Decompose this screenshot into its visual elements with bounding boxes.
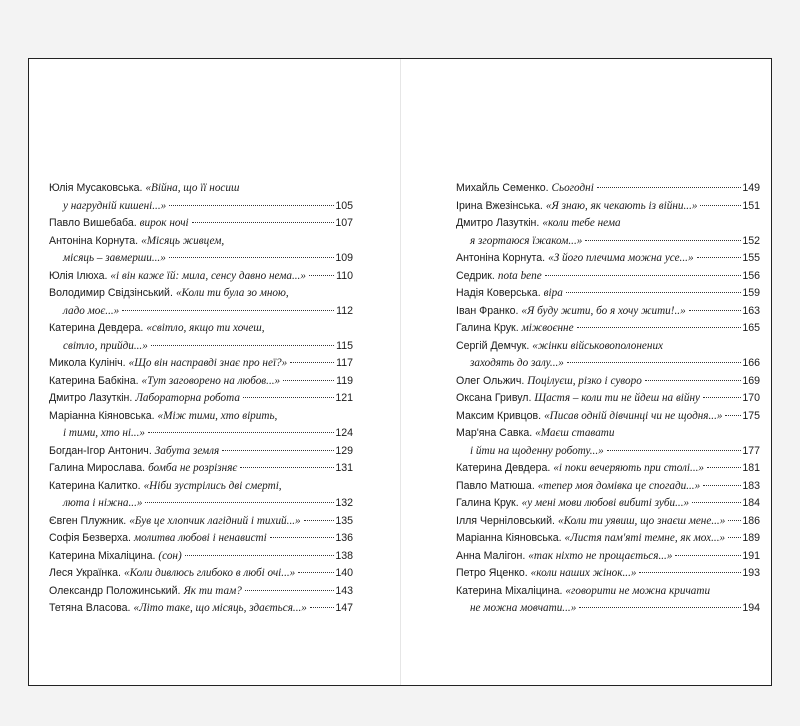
toc-page-number: 184 (742, 497, 760, 509)
toc-author: Анна Малігон. (456, 549, 526, 562)
toc-entry-line (49, 548, 353, 566)
toc-entry-line-continued (49, 303, 353, 321)
toc-entry-line (456, 180, 760, 198)
toc-entry-line (49, 583, 353, 601)
toc-leader-dots (597, 186, 741, 188)
toc-page-number: 166 (742, 357, 760, 369)
toc-leader-dots (545, 274, 741, 276)
toc-leader-dots (567, 361, 741, 363)
toc-page-number: 129 (335, 444, 353, 457)
toc-entry-line (456, 408, 760, 426)
toc-entry-line (456, 320, 760, 338)
toc-author: Павло Вишебаба. (49, 217, 137, 229)
toc-author: Максим Кривцов. (456, 409, 542, 422)
toc-title: «світло, якщо ти хочеш, (146, 322, 265, 334)
toc-leader-dots (192, 221, 334, 223)
toc-entry (49, 408, 353, 443)
toc-entry-line (49, 408, 353, 426)
toc-page-number: 165 (742, 322, 760, 334)
toc-leader-dots (169, 256, 334, 258)
toc-leader-dots (151, 344, 334, 346)
toc-title: Щастя – коли ти не йдеш на війну (534, 392, 701, 404)
toc-author: Володимир Свідзінський. (49, 287, 173, 299)
toc-author: Ілля Черніловський. (456, 514, 555, 527)
toc-title: «Ніби зустрілись дві смерті, (143, 479, 282, 492)
toc-title: «жінки військовополонених (532, 339, 664, 352)
toc-leader-dots (169, 204, 334, 206)
toc-author: Ірина Вжезінська. (456, 199, 543, 212)
toc-entry-line-continued (49, 425, 353, 443)
toc-leader-dots (122, 309, 334, 311)
toc-entry (456, 583, 760, 618)
toc-leader-dots (245, 589, 334, 591)
toc-page-number: 191 (742, 549, 760, 562)
toc-page-number: 143 (335, 584, 353, 597)
toc-entry-line-continued (456, 355, 760, 373)
toc-title: бомба не розрізняє (148, 462, 238, 474)
toc-entry (49, 460, 353, 478)
toc-title: «і поки вечеряють при столі...» (553, 462, 705, 474)
toc-entry (49, 320, 353, 355)
toc-title: «Тут заговорено на любов...» (141, 374, 281, 387)
toc-entry-line-continued (49, 495, 353, 513)
toc-entry (49, 513, 353, 531)
toc-entry (456, 513, 760, 531)
toc-title: «Війна, що її носиш (145, 182, 240, 194)
toc-author: Михайль Семенко. (456, 182, 549, 194)
toc-entry-line (49, 390, 353, 408)
toc-entry (49, 215, 353, 233)
toc-author: Антоніна Корнута. (49, 234, 139, 247)
toc-page-number: 183 (742, 479, 760, 492)
toc-author: Катерина Девдера. (49, 322, 144, 334)
toc-entry-line (49, 460, 353, 478)
toc-author: Леся Українка. (49, 567, 121, 579)
toc-page-number: 112 (336, 304, 353, 317)
toc-title: «говорити не можна кричати (565, 584, 711, 597)
toc-title: Поцілуєш, різко і суворо (527, 374, 642, 387)
toc-entry (49, 285, 353, 320)
toc-entry (456, 320, 760, 338)
toc-entry (456, 285, 760, 303)
toc-entry (49, 373, 353, 391)
toc-page-number: 193 (742, 567, 760, 579)
toc-entry-line (49, 373, 353, 391)
toc-author: Катерина Бабкіна. (49, 374, 139, 387)
toc-entry-line-continued (49, 250, 353, 268)
toc-page-number: 156 (742, 269, 760, 282)
toc-entry-line (456, 565, 760, 583)
toc-entry-line (49, 530, 353, 548)
toc-title: «Був це хлопчик лагідний і тихий...» (129, 514, 301, 527)
toc-title: молитва любові і ненависті (133, 532, 267, 544)
toc-author: Тетяна Власова. (49, 602, 131, 614)
toc-author: Петро Яценко. (456, 567, 528, 579)
toc-author: Мар'яна Савка. (456, 427, 533, 439)
toc-author: Галина Мирослава. (49, 462, 146, 474)
toc-title: «коли наших жінок...» (530, 567, 637, 579)
toc-title: (сон) (158, 549, 182, 562)
toc-entry-line (456, 215, 760, 233)
toc-entry-line (456, 338, 760, 356)
toc-page-number: 159 (742, 287, 760, 299)
toc-entry (456, 180, 760, 198)
toc-entry (456, 565, 760, 583)
toc-entry (456, 373, 760, 391)
toc-title: «Коли дивлюсь глибоко в любі очі...» (124, 567, 296, 579)
toc-entry (456, 268, 760, 286)
toc-entry (456, 495, 760, 513)
toc-author: Іван Франко. (456, 304, 519, 317)
toc-leader-dots (728, 536, 741, 538)
toc-title: «коли тебе нема (542, 217, 621, 229)
toc-title: віра (543, 287, 563, 299)
toc-entry (456, 460, 760, 478)
toc-leader-dots (240, 466, 334, 468)
toc-title: міжвоєнне (521, 322, 574, 334)
toc-entry (49, 390, 353, 408)
toc-author: Маріанна Кіяновська. (456, 532, 562, 544)
toc-entry-line-continued (456, 233, 760, 251)
toc-leader-dots (310, 606, 334, 608)
toc-entry (49, 530, 353, 548)
toc-leader-dots (725, 414, 741, 416)
toc-author: Софія Безверха. (49, 532, 131, 544)
toc-entry (49, 600, 353, 618)
toc-leader-dots (270, 536, 334, 538)
toc-leader-dots (298, 571, 334, 573)
toc-entry-line (456, 460, 760, 478)
toc-title-continued: у нагрудній кишені...» (63, 199, 167, 212)
toc-leader-dots (579, 606, 741, 608)
toc-entry-line (49, 233, 353, 251)
toc-leader-dots (689, 309, 741, 311)
toc-author: Олександр Положинський. (49, 584, 181, 597)
toc-title-continued: не можна мовчати...» (470, 602, 577, 614)
toc-entry (49, 355, 353, 373)
toc-entry-line (456, 583, 760, 601)
toc-page-number: 132 (335, 497, 353, 509)
toc-entry-line-continued (456, 443, 760, 461)
toc-page-number: 110 (336, 269, 353, 282)
toc-author: Оксана Гривул. (456, 392, 532, 404)
toc-leader-dots (645, 379, 741, 381)
toc-title: «у мені мови любові вибиті зуби...» (521, 497, 690, 509)
toc-entry-line (456, 250, 760, 268)
toc-entry (456, 408, 760, 426)
toc-page-number: 115 (336, 339, 353, 352)
toc-author: Микола Кулініч. (49, 357, 126, 369)
toc-leader-dots (639, 571, 741, 573)
toc-page-number: 151 (742, 199, 760, 212)
toc-page-number: 169 (742, 374, 760, 387)
toc-entry-line-continued (49, 198, 353, 216)
toc-title: вирок ночі (139, 217, 189, 229)
toc-title: «і він каже їй: мила, сенсу давно нема...» (110, 269, 306, 282)
toc-author: Юлія Ілюха. (49, 269, 108, 282)
toc-entry-line (49, 600, 353, 618)
toc-title: «Писав одній дівчинці чи не щодня...» (544, 409, 723, 422)
toc-author: Антоніна Корнута. (456, 252, 546, 264)
contents-left-page (49, 180, 353, 618)
toc-title: nota bene (497, 269, 542, 282)
toc-page-number: 170 (742, 392, 760, 404)
toc-entry-line (49, 355, 353, 373)
toc-title-continued: люта і ніжна...» (63, 497, 143, 509)
toc-entry (456, 425, 760, 460)
toc-entry-line (49, 565, 353, 583)
toc-author: Дмитро Лазуткін. (456, 217, 540, 229)
toc-page-number: 163 (742, 304, 760, 317)
toc-author: Сергій Демчук. (456, 339, 530, 352)
toc-title: «Листя пам'яті темне, як мох...» (564, 532, 726, 544)
toc-author: Катерина Міхаліцина. (456, 584, 563, 597)
toc-title: «Маєш ставати (535, 427, 615, 439)
toc-author: Богдан-Ігор Антонич. (49, 444, 152, 457)
toc-entry-line (49, 268, 353, 286)
toc-page-number: 117 (336, 357, 353, 369)
toc-leader-dots (703, 484, 741, 486)
toc-leader-dots (577, 326, 741, 328)
toc-author: Юлія Мусаковська. (49, 182, 143, 194)
toc-page-number: 135 (335, 514, 353, 527)
toc-author: Катерина Міхаліцина. (49, 549, 156, 562)
toc-title: «тепер моя домівка це спогади...» (537, 479, 701, 492)
toc-page-number: 109 (335, 252, 353, 264)
page-fold (400, 59, 401, 685)
toc-entry (456, 250, 760, 268)
toc-page-number: 107 (335, 217, 353, 229)
toc-page-number: 175 (742, 409, 760, 422)
toc-page-number: 152 (742, 234, 760, 247)
book-spread (28, 58, 772, 686)
toc-entry (49, 565, 353, 583)
toc-page-number: 121 (335, 392, 353, 404)
toc-entry-line (456, 495, 760, 513)
toc-leader-dots (692, 501, 741, 503)
toc-entry (456, 478, 760, 496)
toc-entry (456, 198, 760, 216)
toc-title: Лабораторна робота (135, 392, 240, 404)
toc-page-number: 140 (335, 567, 353, 579)
toc-title-continued: ладо моє...» (63, 304, 120, 317)
toc-author: Олег Ольжич. (456, 374, 525, 387)
toc-author: Катерина Девдера. (456, 462, 551, 474)
toc-entry-line (456, 285, 760, 303)
toc-title: «Коли ти була зо мною, (175, 287, 289, 299)
toc-entry (456, 215, 760, 250)
toc-entry (456, 303, 760, 321)
toc-leader-dots (707, 466, 741, 468)
toc-author: Галина Крук. (456, 497, 519, 509)
toc-page-number: 186 (742, 514, 760, 527)
toc-title: «Що він насправді знає про неї?» (128, 357, 288, 369)
toc-page-number: 189 (742, 532, 760, 544)
toc-title-continued: і тими, хто ні...» (63, 427, 145, 439)
toc-leader-dots (309, 274, 334, 276)
toc-entry-line (456, 530, 760, 548)
toc-entry-line (49, 180, 353, 198)
toc-entry-line (456, 513, 760, 531)
toc-page-number: 181 (742, 462, 760, 474)
toc-entry-line (49, 320, 353, 338)
toc-title-continued: заходять до залу...» (470, 357, 564, 369)
toc-author: Катерина Калитко. (49, 479, 141, 492)
toc-entry (49, 233, 353, 268)
toc-page-number: 105 (335, 199, 353, 212)
toc-entry-line (456, 390, 760, 408)
toc-entry-line (49, 443, 353, 461)
toc-entry-line (49, 215, 353, 233)
toc-entry (456, 548, 760, 566)
toc-leader-dots (185, 554, 334, 556)
toc-title: Сьогодні (551, 182, 594, 194)
toc-page-number: 155 (742, 252, 760, 264)
toc-leader-dots (304, 519, 334, 521)
toc-entry-line (456, 478, 760, 496)
toc-entry-line-continued (456, 600, 760, 618)
toc-entry-line (456, 303, 760, 321)
toc-page-number: 147 (335, 602, 353, 614)
toc-title: Як ти там? (183, 584, 242, 597)
toc-title: «Літо таке, що місяць, здається...» (133, 602, 307, 614)
toc-title: «Я знаю, як чекають із війни...» (545, 199, 698, 212)
toc-title: «Я буду жити, бо я хочу жити!..» (521, 304, 686, 317)
toc-author: Седрик. (456, 269, 495, 282)
contents-right-page (456, 180, 760, 618)
toc-title: «З його плечима можна усе...» (548, 252, 694, 264)
toc-entry (49, 548, 353, 566)
toc-entry (49, 268, 353, 286)
toc-entry-line-continued (49, 338, 353, 356)
toc-title-continued: місяць – завмерши...» (63, 252, 166, 264)
toc-leader-dots (222, 449, 334, 451)
toc-title-continued: і йти на щоденну роботу...» (470, 444, 604, 457)
toc-title: Забута земля (154, 444, 220, 457)
toc-leader-dots (700, 204, 741, 206)
toc-leader-dots (675, 554, 741, 556)
toc-leader-dots (728, 519, 741, 521)
toc-entry (456, 530, 760, 548)
toc-page-number: 194 (742, 602, 760, 614)
toc-title-continued: я згортаюся їжаком...» (470, 234, 583, 247)
toc-author: Євген Плужник. (49, 514, 127, 527)
toc-title-continued: світло, прийди...» (63, 339, 148, 352)
toc-entry (49, 478, 353, 513)
toc-leader-dots (148, 431, 334, 433)
toc-entry (49, 583, 353, 601)
toc-title: «Між тими, хто вірить, (157, 409, 278, 422)
toc-entry-line (456, 268, 760, 286)
toc-entry-line (49, 285, 353, 303)
toc-title: «Коли ти уявиш, що знаєш мене...» (557, 514, 726, 527)
toc-leader-dots (703, 396, 741, 398)
toc-page-number: 149 (742, 182, 760, 194)
toc-entry-line (49, 478, 353, 496)
toc-author: Маріанна Кіяновська. (49, 409, 155, 422)
toc-page-number: 138 (335, 549, 353, 562)
toc-page-number: 131 (335, 462, 353, 474)
toc-page-number: 177 (742, 444, 760, 457)
toc-entry (49, 180, 353, 215)
toc-leader-dots (697, 256, 741, 258)
toc-entry-line (49, 513, 353, 531)
toc-entry (49, 443, 353, 461)
toc-leader-dots (283, 379, 334, 381)
toc-page-number: 119 (336, 374, 353, 387)
toc-leader-dots (145, 501, 334, 503)
toc-entry-line (456, 198, 760, 216)
toc-entry-line (456, 425, 760, 443)
toc-leader-dots (566, 291, 741, 293)
toc-entry-line (456, 373, 760, 391)
toc-entry (456, 338, 760, 373)
toc-leader-dots (243, 396, 334, 398)
toc-entry (456, 390, 760, 408)
toc-entry-line (456, 548, 760, 566)
toc-author: Надія Коверська. (456, 287, 541, 299)
toc-title: «так ніхто не прощається...» (528, 549, 673, 562)
toc-page-number: 136 (335, 532, 353, 544)
toc-leader-dots (290, 361, 334, 363)
toc-author: Галина Крук. (456, 322, 519, 334)
toc-author: Дмитро Лазуткін. (49, 392, 133, 404)
toc-author: Павло Матюша. (456, 479, 535, 492)
toc-leader-dots (585, 239, 741, 241)
toc-page-number: 124 (335, 427, 353, 439)
toc-title: «Місяць живцем, (141, 234, 225, 247)
toc-leader-dots (607, 449, 741, 451)
